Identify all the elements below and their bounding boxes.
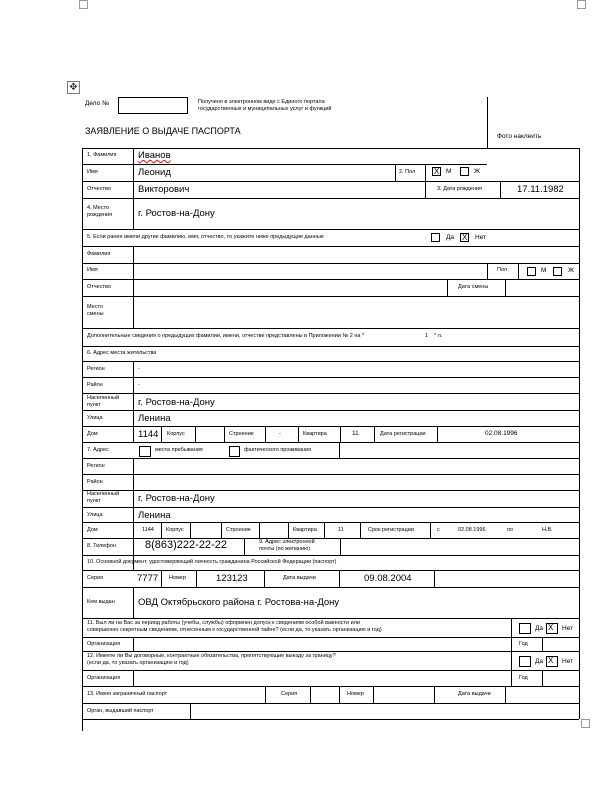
patronymic-label: Отчество xyxy=(87,186,111,192)
changed-name-no-label: Нет xyxy=(475,234,487,241)
number-value[interactable]: 123123 xyxy=(216,573,248,584)
actual-residence-label: фактического проживания xyxy=(244,447,312,453)
corner-marker-icon xyxy=(577,0,586,9)
photo-label: Фото наклеить xyxy=(497,133,542,140)
changed-name-no-checkbox[interactable] xyxy=(460,233,469,242)
address7-building-label: Строение xyxy=(226,527,251,533)
residence-region-value[interactable]: - xyxy=(138,366,140,372)
address7-to-value[interactable]: Н.В. xyxy=(542,527,553,533)
residence-house-label: Дом xyxy=(87,431,98,437)
series-value[interactable]: 7777 xyxy=(137,573,159,584)
address7-term-label: Срок регистрации xyxy=(368,527,414,533)
address7-apartment-label: Квартира xyxy=(293,527,317,533)
foreign-number-label: Номер xyxy=(347,691,364,697)
issue-date-value[interactable]: 09.08.2004 xyxy=(364,573,412,584)
residence-reg-date-value[interactable]: 02.08.1996 xyxy=(485,430,518,437)
number-label: Номер xyxy=(169,575,186,581)
actual-residence-checkbox[interactable] xyxy=(229,446,240,457)
sex-male-label: М xyxy=(446,168,452,175)
residence-house-value[interactable]: 1144 xyxy=(138,429,159,440)
address7-korpus-label: Корпус xyxy=(166,527,184,533)
extra-info-label: Дополнительные сведения о предыдущих фамилии, имени, отчестве представлены в Приложении № 2 на * xyxy=(87,333,365,339)
received-note-line2: государственных и муниципальных услуг и функций xyxy=(198,106,332,112)
move-handle-icon[interactable]: ✥ xyxy=(67,81,80,94)
residence-building-label: Строение xyxy=(229,431,254,437)
contracts-no-label: Нет xyxy=(562,658,574,665)
residence-street-value[interactable]: Ленина xyxy=(138,413,171,424)
stay-label: места пребывания xyxy=(155,447,203,453)
surname-value[interactable]: Иванов xyxy=(138,150,171,161)
contracts-question-line2: (если да, то указать организацию и год) xyxy=(87,660,189,666)
address7-street-label: Улица xyxy=(87,512,103,518)
table-left-tail xyxy=(82,719,83,731)
birth-date-label: 3. Дата рождения xyxy=(437,186,482,192)
prev-sex-female-label: Ж xyxy=(568,267,575,274)
residence-building-value[interactable]: - xyxy=(279,431,281,437)
residence-district-label: Район xyxy=(87,382,103,388)
prev-surname-label: Фамилия xyxy=(87,251,111,257)
address7-district-label: Район xyxy=(87,479,103,485)
case-number-field[interactable] xyxy=(118,97,188,114)
series-label: Серия xyxy=(87,575,104,581)
received-note-line1: Получено в электронном виде с Единого портала xyxy=(198,99,325,105)
secrecy-no-label: Нет xyxy=(562,625,574,632)
address7-locality-value[interactable]: г. Ростов-на-Дону xyxy=(138,493,215,504)
secrecy-org-label: Организация xyxy=(87,641,121,647)
secrecy-year-label: Год xyxy=(519,641,528,647)
patronymic-value[interactable]: Викторович xyxy=(138,184,190,195)
change-place-label: Место xyxy=(87,304,103,310)
birth-place-label: 4. Место xyxy=(87,205,110,211)
name-label: Имя xyxy=(87,169,98,175)
stay-checkbox[interactable] xyxy=(139,446,151,457)
residence-locality-label: Населенный xyxy=(87,395,120,401)
prev-sex-male-label: М xyxy=(541,267,547,274)
issued-by-value[interactable]: ОВД Октябрьского района г. Ростова-на-Дону xyxy=(138,597,340,608)
residence-reg-date-label: Дата регистрации xyxy=(380,431,426,437)
residence-street-label: Улица xyxy=(87,415,103,421)
phone-value[interactable]: 8(863)222-22-22 xyxy=(145,539,227,551)
case-label: Дело № xyxy=(85,100,110,107)
prev-sex-female-checkbox[interactable] xyxy=(553,267,562,276)
residence-region-label: Регион xyxy=(87,366,105,372)
changed-name-question: 5. Если ранее имели другие фамилию, имя, отчество, то укажите ниже предыдущие данные xyxy=(87,234,324,240)
prev-patronymic-label: Отчество xyxy=(87,284,111,290)
contracts-year-label: Год xyxy=(519,675,528,681)
foreign-passport-label: 13. Имею заграничный паспорт xyxy=(87,691,168,697)
contracts-yes-label: Да xyxy=(535,658,544,665)
email-label: 9. Адрес электронной xyxy=(259,539,315,545)
sex-male-checkbox[interactable] xyxy=(432,167,441,176)
photo-frame xyxy=(487,97,488,148)
residence-korpus-label: Корпус xyxy=(167,431,185,437)
corner-marker-icon xyxy=(79,0,88,9)
address7-street-value[interactable]: Ленина xyxy=(138,510,171,521)
contracts-no-checkbox[interactable] xyxy=(546,656,558,667)
change-date-label: Дата смены xyxy=(458,284,489,290)
secrecy-yes-label: Да xyxy=(535,625,544,632)
document-section-label: 10. Основной документ, удостоверяющий личность гражданина Российской Федерации (паспорт) xyxy=(87,559,337,565)
issue-date-label: Дата выдачи xyxy=(283,575,316,581)
residence-district-value[interactable]: - xyxy=(138,382,140,388)
name-value[interactable]: Леонид xyxy=(138,167,171,178)
extra-info-suffix: * л. xyxy=(434,333,443,339)
residence-apartment-label: Квартира xyxy=(303,431,327,437)
foreign-issuer-label: Орган, выдавший паспорт xyxy=(87,708,154,714)
changed-name-yes-label: Да xyxy=(446,234,455,241)
corner-marker-icon xyxy=(581,719,590,728)
secrecy-question-line2: совершенно секретным сведениям, отнесенным к государственной тайне? (если да, то указать организацию и год) xyxy=(87,627,382,633)
table-left-border xyxy=(82,148,83,719)
birth-date-value[interactable]: 17.11.1982 xyxy=(517,184,564,195)
secrecy-no-checkbox[interactable] xyxy=(546,623,558,634)
secrecy-yes-checkbox[interactable] xyxy=(519,623,531,634)
table-right-border xyxy=(579,148,580,719)
sex-female-label: Ж xyxy=(474,168,481,175)
address7-house-label: Дом xyxy=(87,527,98,533)
prev-sex-male-checkbox[interactable] xyxy=(527,267,536,276)
foreign-issue-date-label: Дата выдачи xyxy=(458,691,491,697)
address7-to-label: по xyxy=(507,527,514,533)
sex-female-checkbox[interactable] xyxy=(460,167,469,176)
page-title: ЗАЯВЛЕНИЕ О ВЫДАЧЕ ПАСПОРТА xyxy=(85,126,241,136)
prev-sex-label: Пол xyxy=(497,267,508,273)
extra-info-pages[interactable]: 1 xyxy=(425,333,429,339)
address7-from-label: с xyxy=(437,527,440,533)
prev-name-label: Имя xyxy=(87,267,98,273)
address7-apartment-value[interactable]: 11 xyxy=(338,527,344,533)
residence-locality-value[interactable]: г. Ростов-на-Дону xyxy=(138,397,215,408)
residence-apartment-value[interactable]: 11 xyxy=(352,430,359,437)
address7-locality-label: Населенный xyxy=(87,491,120,497)
foreign-series-label: Серия xyxy=(281,691,298,697)
address7-house-value[interactable]: 1144 xyxy=(142,527,154,533)
phone-label: 8. Телефон xyxy=(87,543,116,549)
sex-label: 2. Пол xyxy=(399,169,416,175)
address7-region-label: Регион xyxy=(87,463,105,469)
secrecy-question-line1: 11. Был ли на Вас за период работы (учебы, службы) оформлен допуск к сведениям особой важности или xyxy=(87,620,360,626)
issued-by-label: Кем выдан xyxy=(87,599,115,605)
birth-place-value[interactable]: г. Ростов-на-Дону xyxy=(138,208,215,219)
contracts-yes-checkbox[interactable] xyxy=(519,656,531,667)
surname-label: 1. Фамилия xyxy=(87,152,117,158)
contracts-org-label: Организация xyxy=(87,675,121,681)
address7-section-label: 7. Адрес xyxy=(87,447,109,453)
residence-section-label: 6. Адрес места жительства xyxy=(87,350,157,356)
changed-name-yes-checkbox[interactable] xyxy=(431,233,440,242)
address7-from-date[interactable]: 02.08.1996 xyxy=(458,527,486,533)
contracts-question-line1: 12. Имеете ли Вы договорные, контрактные обязательства, препятствующие выезду за границу? xyxy=(87,653,336,659)
